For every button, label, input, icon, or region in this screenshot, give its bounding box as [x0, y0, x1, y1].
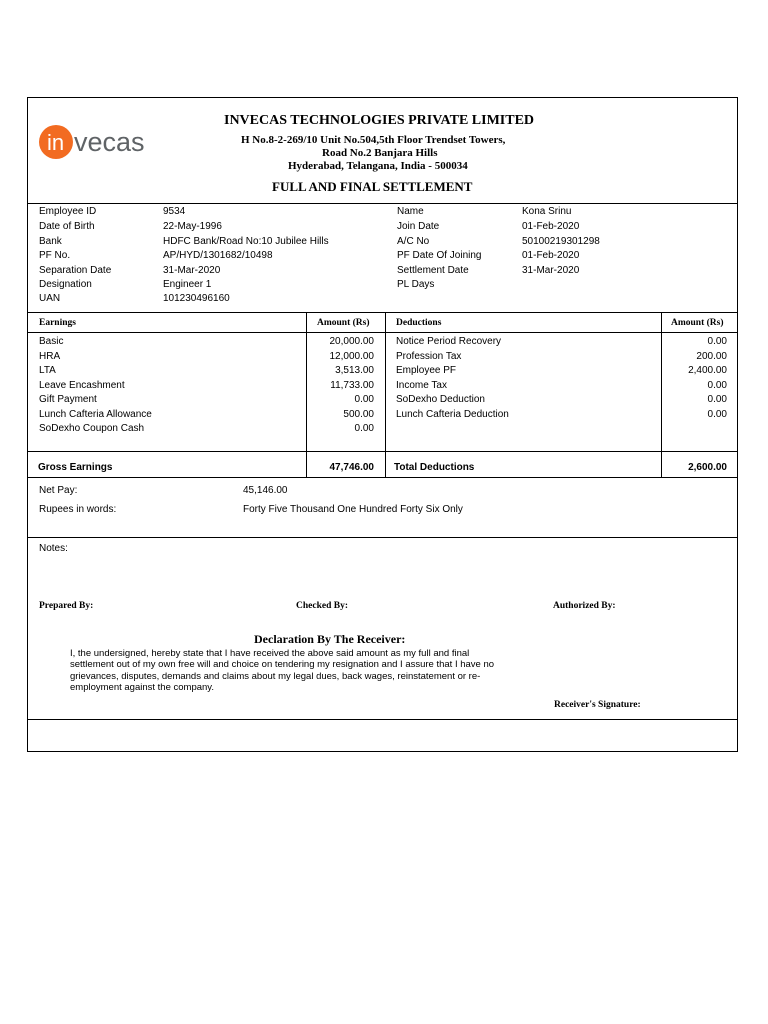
net-pay-value: 45,146.00	[243, 485, 288, 496]
earning-amount: 3,513.00	[335, 365, 374, 376]
separation-date-label: Separation Date	[39, 265, 112, 276]
logo-text-vecas: vecas	[74, 127, 145, 157]
settlement-date-value: 31-Mar-2020	[522, 265, 580, 276]
gross-earnings-value: 47,746.00	[329, 462, 374, 473]
earnings-header: Earnings	[39, 318, 76, 328]
ac-no-value: 50100219301298	[522, 236, 600, 247]
uan-label: UAN	[39, 293, 61, 304]
checked-by-label: Checked By:	[296, 601, 348, 611]
earning-amount: 20,000.00	[329, 336, 374, 347]
deduction-amount: 0.00	[707, 336, 727, 347]
earning-amount: 0.00	[354, 394, 374, 405]
deduction-amount: 0.00	[707, 394, 727, 405]
deductions-amount-divider	[661, 312, 662, 477]
join-date-value: 01-Feb-2020	[522, 221, 580, 232]
deductions-amount-header: Amount (Rs)	[671, 318, 724, 328]
declaration-title: Declaration By The Receiver:	[254, 632, 406, 646]
table-header-line	[28, 332, 737, 333]
earning-label: LTA	[39, 365, 56, 376]
declaration-line-3: grievances, disputes, demands and claims about my legal dues, back wages, reinstatement or re-	[70, 671, 481, 682]
pf-no-label: PF No.	[39, 250, 71, 261]
divider	[28, 719, 737, 720]
earning-amount: 0.00	[354, 423, 374, 434]
address-line-2: Road No.2 Banjara Hills	[322, 147, 438, 159]
uan-value: 101230496160	[163, 293, 230, 304]
name-label: Name	[397, 206, 424, 217]
employee-id-value: 9534	[163, 206, 186, 217]
name-value: Kona Srinu	[522, 206, 572, 217]
declaration-line-2: settlement out of my own free will and choice on tendering my resignation and I assure that I have no	[70, 659, 495, 670]
settlement-sheet	[27, 97, 738, 752]
logo-text-in: in	[47, 130, 65, 155]
earning-amount: 500.00	[343, 409, 374, 420]
deduction-label: Notice Period Recovery	[396, 336, 502, 347]
notes-label: Notes:	[39, 543, 68, 554]
deduction-label: Employee PF	[396, 365, 457, 376]
earning-label: Lunch Cafteria Allowance	[39, 409, 152, 420]
bank-label: Bank	[39, 236, 62, 247]
pf-doj-label: PF Date Of Joining	[397, 250, 482, 261]
rupees-in-words-value: Forty Five Thousand One Hundred Forty Six Only	[243, 504, 463, 515]
pf-doj-value: 01-Feb-2020	[522, 250, 580, 261]
deduction-label: Lunch Cafteria Deduction	[396, 409, 509, 420]
ac-no-label: A/C No	[397, 236, 430, 247]
total-deductions-value: 2,600.00	[688, 462, 727, 473]
earnings-amount-header: Amount (Rs)	[317, 318, 370, 328]
middle-divider	[385, 312, 386, 477]
earnings-amount-divider	[306, 312, 307, 477]
designation-value: Engineer 1	[163, 279, 212, 290]
deduction-amount: 0.00	[707, 409, 727, 420]
divider	[28, 537, 737, 538]
deduction-amount: 0.00	[707, 380, 727, 391]
deduction-label: Income Tax	[396, 380, 447, 391]
address-line-3: Hyderabad, Telangana, India - 500034	[288, 160, 468, 172]
deduction-amount: 200.00	[696, 351, 727, 362]
join-date-label: Join Date	[397, 221, 440, 232]
invecas-logo	[34, 120, 164, 164]
bank-value: HDFC Bank/Road No:10 Jubilee Hills	[163, 236, 329, 247]
pl-days-label: PL Days	[397, 279, 435, 290]
earning-amount: 11,733.00	[330, 380, 374, 391]
designation-label: Designation	[39, 279, 92, 290]
dob-value: 22-May-1996	[163, 221, 222, 232]
company-name: INVECAS TECHNOLOGIES PRIVATE LIMITED	[224, 113, 535, 128]
table-top-line	[28, 312, 737, 313]
earning-label: SoDexho Coupon Cash	[39, 423, 145, 434]
table-items-bottom-line	[28, 451, 737, 452]
net-pay-label: Net Pay:	[39, 485, 78, 496]
rupees-in-words-label: Rupees in words:	[39, 504, 117, 515]
table-bottom-line	[28, 477, 737, 478]
authorized-by-label: Authorized By:	[553, 601, 616, 611]
address-line-1: H No.8-2-269/10 Unit No.504,5th Floor Trendset Towers,	[241, 134, 506, 146]
prepared-by-label: Prepared By:	[39, 601, 94, 611]
earning-label: Gift Payment	[39, 394, 97, 405]
deductions-header: Deductions	[396, 318, 442, 328]
earning-label: Basic	[39, 336, 64, 347]
dob-label: Date of Birth	[39, 221, 95, 232]
separation-date-value: 31-Mar-2020	[163, 265, 221, 276]
gross-earnings-label: Gross Earnings	[38, 462, 113, 473]
deduction-label: Profession Tax	[396, 351, 462, 362]
earning-label: Leave Encashment	[39, 380, 125, 391]
deduction-amount: 2,400.00	[688, 365, 727, 376]
total-deductions-label: Total Deductions	[394, 462, 475, 473]
divider	[28, 203, 737, 204]
declaration-line-1: I, the undersigned, hereby state that I have received the above said amount as my full and final	[70, 648, 470, 659]
employee-id-label: Employee ID	[39, 206, 97, 217]
declaration-line-4: employment against the company.	[70, 682, 214, 693]
earning-amount: 12,000.00	[329, 351, 374, 362]
pf-no-value: AP/HYD/1301682/10498	[163, 250, 273, 261]
receiver-signature-label: Receiver's Signature:	[554, 700, 641, 710]
earning-label: HRA	[39, 351, 61, 362]
settlement-date-label: Settlement Date	[397, 265, 469, 276]
document-title: FULL AND FINAL SETTLEMENT	[272, 179, 473, 194]
deduction-label: SoDexho Deduction	[396, 394, 485, 405]
